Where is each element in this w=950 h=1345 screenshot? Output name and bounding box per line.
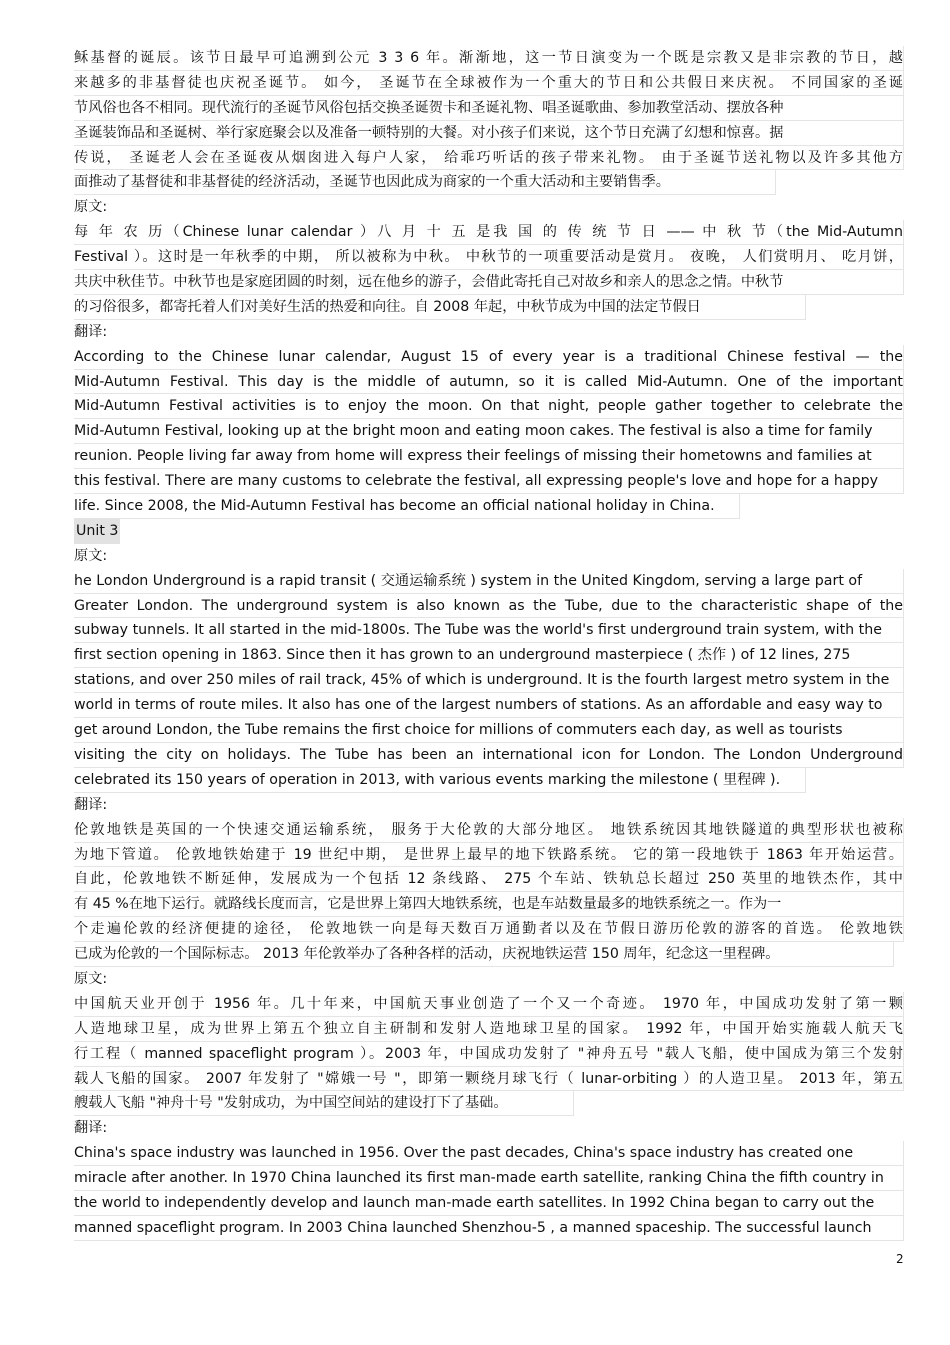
document-body (74, 46, 904, 1241)
section-label: 翻译: (74, 1120, 108, 1137)
text-line: 自此，伦敦地铁不断延伸，发展成为一个包括 12 条线路、 275 个车站、铁轨总长超过 250 英里的地铁杰作，其中 (74, 867, 904, 892)
text-line: Mid-Autumn Festival activities is to enjoy the moon. On that night, people gather together to celebrate the (74, 394, 904, 419)
text-line: 每 年 农 历（Chinese lunar calendar ）八 月 十 五 是我 国 的 传 统 节 日 —— 中 秋 节（the Mid-Autumn (74, 220, 904, 245)
text-line: 传说， 圣诞老人会在圣诞夜从烟囱进入每户人家， 给乖巧听话的孩子带来礼物。 由于圣诞节送礼物以及许多其他方 (74, 146, 904, 171)
text-line: 行工程（ manned spaceflight program ）。2003 年，中国成功发射了 "神舟五号 "载人飞船，使中国成为第三个发射 (74, 1042, 904, 1067)
text-line: 个走遍伦敦的经济便捷的途径， 伦敦地铁一向是每天数百万通勤者以及在节假日游历伦敦的游客的首选。 伦敦地铁 (74, 917, 904, 942)
text-line: celebrated its 150 years of operation in 2013, with various events marking the milestone ( 里程碑 ). (74, 768, 806, 793)
text-line: 为地下管道。 伦敦地铁始建于 19 世纪中期， 是世界上最早的地下铁路系统。 它的第一段地铁于 1863 年开始运营。 (74, 843, 904, 868)
text-line: reunion. People living far away from home will express their feelings of missing their hometowns and families at (74, 444, 904, 469)
section-label: 原文: (74, 199, 108, 216)
text-line: 稣基督的诞辰。该节日最早可追溯到公元 3 3 6 年。渐渐地，这一节日演变为一个既是宗教又是非宗教的节日，越 (74, 46, 904, 71)
text-line: visiting the city on holidays. The Tube has been an international icon for London. The London Underground (74, 743, 904, 768)
text-line: 伦敦地铁是英国的一个快速交通运输系统， 服务于大伦敦的大部分地区。 地铁系统因其地铁隧道的典型形状也被称 (74, 818, 904, 843)
text-line: stations, and over 250 miles of rail track, 45% of which is underground. It is the fourth largest metro system in the (74, 668, 904, 693)
text-line: he London Underground is a rapid transit ( 交通运输系统 ) system in the United Kingdom, serving a large part of (74, 569, 904, 594)
text-line: manned spaceflight program. In 2003 China launched Shenzhou-5 , a manned spaceship. The successful launch (74, 1216, 904, 1241)
text-line: Greater London. The underground system is also known as the Tube, due to the characteristic shape of the (74, 594, 904, 619)
text-line: world in terms of route miles. It also has one of the largest numbers of stations. As an affordable and easy way to (74, 693, 904, 718)
text-line: 节风俗也各不相同。现代流行的圣诞节风俗包括交换圣诞贺卡和圣诞礼物、唱圣诞歌曲、参加教堂活动、摆放各种 (74, 96, 904, 121)
text-line: 人造地球卫星，成为世界上第五个独立自主研制和发射人造地球卫星的国家。 1992 年，中国开始实施载人航天飞 (74, 1017, 904, 1042)
text-line: get around London, the Tube remains the first choice for millions of commuters each day, as well as tourists (74, 718, 904, 743)
section-label: 翻译: (74, 323, 108, 340)
text-line: Mid-Autumn Festival, looking up at the bright moon and eating moon cakes. The festival is also a time for family (74, 419, 904, 444)
unit-heading (74, 519, 904, 544)
text-line: first section opening in 1863. Since then it has grown to an underground masterpiece ( 杰作 ) of 12 lines, 275 (74, 643, 904, 668)
unit-heading-label: Unit 3 (74, 519, 120, 544)
text-line: China's space industry was launched in 1956. Over the past decades, China's space industry has created one (74, 1141, 904, 1166)
text-line: Mid-Autumn Festival. This day is the middle of autumn, so it is called Mid-Autumn. One of the important (74, 370, 904, 395)
text-line: miracle after another. In 1970 China launched its first man-made earth satellite, ranking China the fifth country in (74, 1166, 904, 1191)
text-line: 有 45 %在地下运行。就路线长度而言，它是世界上第四大地铁系统，也是车站数量最多的地铁系统之一。作为一 (74, 892, 904, 917)
text-line: subway tunnels. It all started in the mid-1800s. The Tube was the world's first underground train system, with the (74, 618, 904, 643)
text-line: 艘载人飞船 "神舟十号 "发射成功，为中国空间站的建设打下了基础。 (74, 1091, 574, 1116)
section-label: 原文: (74, 547, 108, 564)
text-line: 共庆中秋佳节。中秋节也是家庭团圆的时刻，远在他乡的游子，会借此寄托自己对故乡和亲人的思念之情。中秋节 (74, 270, 904, 295)
text-line: 中国航天业开创于 1956 年。几十年来，中国航天事业创造了一个又一个奇迹。 1970 年，中国成功发射了第一颗 (74, 992, 904, 1017)
section-label: 原文: (74, 970, 108, 987)
text-line: this festival. There are many customs to celebrate the festival, all expressing people's love and hope for a happy (74, 469, 904, 494)
text-line: 面推动了基督徒和非基督徒的经济活动，圣诞节也因此成为商家的一个重大活动和主要销售季。 (74, 170, 776, 195)
text-line: 已成为伦敦的一个国际标志。 2013 年伦敦举办了各种各样的活动，庆祝地铁运营 150 周年，纪念这一里程碑。 (74, 942, 894, 967)
text-line: 圣诞装饰品和圣诞树、举行家庭聚会以及准备一顿特别的大餐。对小孩子们来说，这个节日充满了幻想和惊喜。据 (74, 121, 904, 146)
text-line: 的习俗很多，都寄托着人们对美好生活的热爱和向往。自 2008 年起，中秋节成为中国的法定节假日 (74, 295, 806, 320)
text-line: According to the Chinese lunar calendar, August 15 of every year is a traditional Chinese festival — the (74, 345, 904, 370)
text-line: 载人飞船的国家。 2007 年发射了 "嫦娥一号 "，即第一颗绕月球飞行（ lunar-orbiting ）的人造卫星。 2013 年，第五 (74, 1067, 904, 1092)
page-number: 2 (896, 1252, 904, 1266)
text-line: the world to independently develop and launch man-made earth satellites. In 1992 China began to carry out the (74, 1191, 904, 1216)
section-label: 翻译: (74, 796, 108, 813)
text-line: life. Since 2008, the Mid-Autumn Festival has become an official national holiday in China. (74, 494, 740, 519)
text-line: Festival ）。这时是一年秋季的中期， 所以被称为中秋。 中秋节的一项重要活动是赏月。 夜晚， 人们赏明月、 吃月饼， (74, 245, 904, 270)
text-line: 来越多的非基督徒也庆祝圣诞节。 如今， 圣诞节在全球被作为一个重大的节日和公共假日来庆祝。 不同国家的圣诞 (74, 71, 904, 96)
